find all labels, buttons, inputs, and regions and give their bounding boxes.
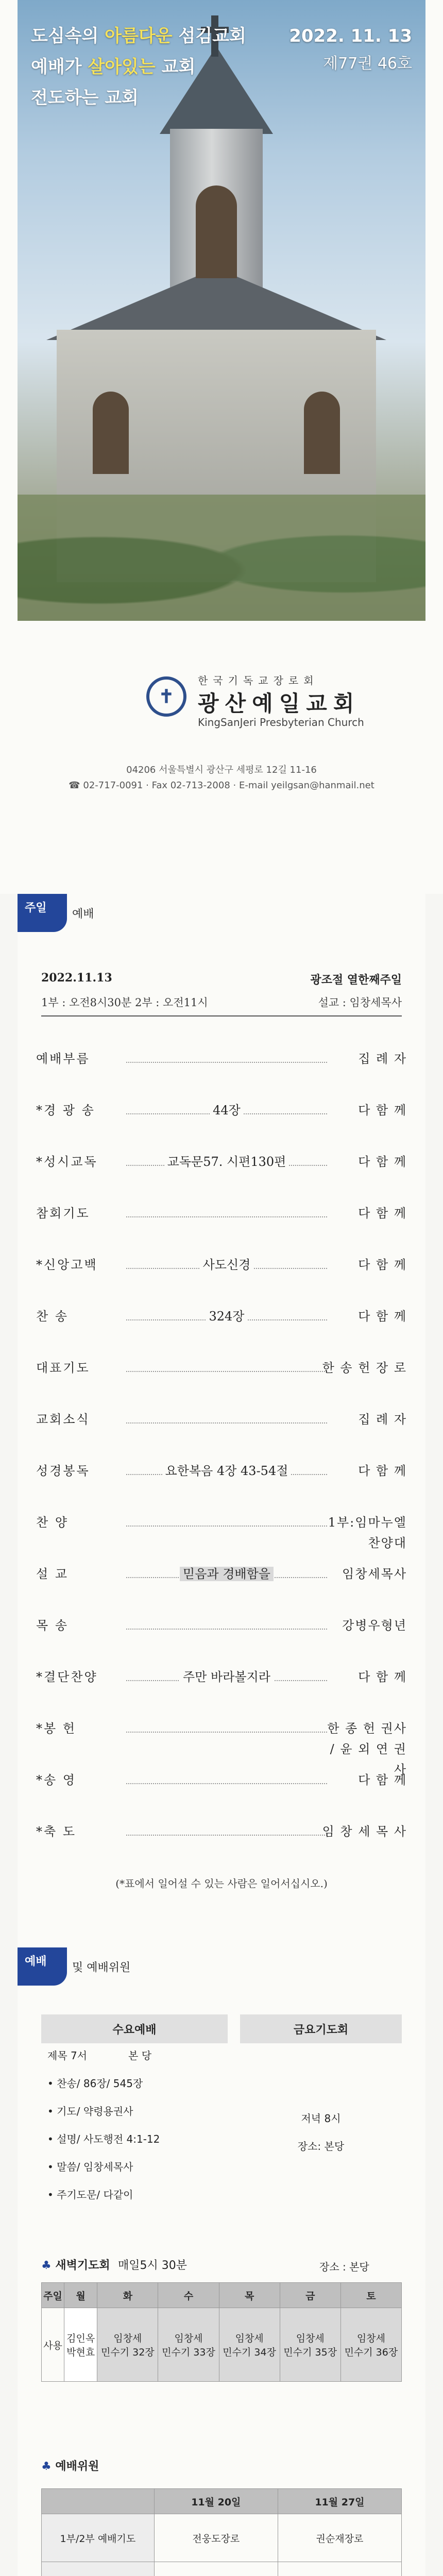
wed-title: 수요예배 — [41, 2014, 228, 2043]
team-member: 권순재장로 — [278, 2514, 401, 2562]
order-item-line — [126, 1770, 327, 1784]
order-item-name: *축 도 — [36, 1824, 76, 1839]
order-item-name: *송 영 — [36, 1773, 76, 1787]
order-item — [36, 1770, 407, 1790]
fri-row: 저녁 8시 — [301, 2112, 341, 2125]
fri-title: 금요기도회 — [240, 2014, 402, 2043]
fri-row: 장소: 본당 — [297, 2140, 345, 2153]
dawn-day: 목 — [219, 2283, 280, 2308]
order-item-name: *결단찬양 — [36, 1670, 98, 1684]
dawn-cell — [280, 2308, 340, 2382]
wed-row — [47, 2075, 222, 2103]
standing-note: (*표에서 일어설 수 있는 사람은 일어서십시오.) — [115, 1877, 328, 1890]
service-subheader — [41, 994, 402, 1010]
wed-row-label: • 설명/ 사도행전 4:1-12 — [47, 2133, 160, 2145]
schedule-section — [0, 1947, 443, 2576]
issue-info — [289, 26, 412, 73]
dawn-leader: 임창세 — [296, 2333, 325, 2344]
order-item-leader: 1부:임마누엘찬양대 — [328, 1515, 407, 1550]
wed-row — [47, 2187, 222, 2214]
dawn-day: 수 — [158, 2283, 219, 2308]
service-preacher: 설교 : 임창세목사 — [318, 996, 402, 1009]
section-title: 및 예배위원 — [72, 1961, 131, 1974]
order-item-line — [126, 1615, 327, 1630]
order-item-name: *경 광 송 — [36, 1103, 95, 1117]
team-header-cell — [42, 2489, 155, 2514]
order-item-line — [126, 1667, 327, 1684]
dawn-text: 민수기 34장 — [223, 2347, 276, 2358]
team-header-cell: 11월 27일 — [278, 2489, 401, 2514]
denomination: 한국기독교장로회 — [198, 674, 319, 687]
section-title: 예배 — [72, 908, 94, 921]
tower-window — [196, 185, 237, 278]
dawn-day: 금 — [280, 2283, 340, 2308]
order-item — [36, 1255, 407, 1275]
team-header-row — [42, 2489, 402, 2514]
weekday-services-table — [41, 2014, 402, 2218]
section-tab — [18, 894, 67, 932]
dawn-text: 민수기 33장 — [162, 2347, 215, 2358]
worship-order-section — [0, 894, 443, 1947]
order-item-detail: 믿음과 경배함을 — [180, 1567, 274, 1581]
order-item — [36, 1461, 407, 1481]
dawn-leader: 임창세 — [113, 2333, 142, 2344]
fri-details — [240, 2043, 402, 2218]
dawn-title-text: 새벽기도회 — [55, 2259, 110, 2272]
team-row — [42, 2514, 402, 2562]
order-item-detail: 44장 — [210, 1103, 244, 1117]
order-item-name: 찬 송 — [36, 1309, 69, 1324]
order-item-line — [126, 1821, 327, 1836]
dawn-cell — [158, 2308, 219, 2382]
team-member: 전웅도장로 — [154, 2514, 278, 2562]
dawn-title: ♣ 새벽기도회 매일5시 30분 — [41, 2259, 187, 2272]
team-header-cell: 11월 20일 — [154, 2489, 278, 2514]
order-item-name: *성시교독 — [36, 1155, 98, 1169]
dawn-text: 박현효 — [66, 2347, 95, 2358]
wed-row-label: 제목 7서 — [47, 2049, 88, 2062]
dawn-day: 화 — [97, 2283, 158, 2308]
dawn-header-row — [42, 2283, 402, 2308]
team-title: ♣ 예배위원 — [41, 2460, 99, 2473]
contact-line: ☎ 02-717-0091 · Fax 02-713-2008 · E-mail yeilgsan@hanmail.net — [69, 780, 374, 791]
wed-row-label: • 기도/ 약령용권사 — [47, 2105, 133, 2117]
order-item-line — [126, 1306, 327, 1324]
dawn-leader: 임창세 — [356, 2333, 385, 2344]
team-row — [42, 2562, 402, 2576]
wed-details — [41, 2043, 228, 2218]
dawn-time: 매일5시 30분 — [118, 2259, 187, 2272]
dawn-leader: 김인옥 — [66, 2333, 95, 2344]
order-item-line — [126, 1100, 327, 1117]
tab-label: 예배 — [25, 1955, 47, 1968]
dawn-cell — [340, 2308, 401, 2382]
order-item — [36, 1512, 407, 1550]
order-item-name: 설 교 — [36, 1567, 69, 1581]
order-item-leader: 다 함 께 — [358, 1670, 407, 1684]
order-item-name: *봉 헌 — [36, 1721, 76, 1736]
order-item-detail: 324장 — [206, 1309, 248, 1324]
order-item — [36, 1564, 407, 1584]
order-item-detail: 교독문57. 시편130편 — [164, 1155, 289, 1169]
church-name: 광산예일교회 — [198, 691, 361, 716]
team-member — [154, 2562, 278, 2576]
wed-row — [47, 2159, 222, 2187]
divider — [41, 1015, 402, 1016]
order-item-line — [126, 1255, 327, 1272]
nave-window — [93, 392, 129, 474]
dawn-text: 민수기 36장 — [344, 2347, 398, 2358]
cover — [0, 0, 443, 894]
dawn-leader: 임창세 — [174, 2333, 203, 2344]
order-item-leader: 강병우형년 — [342, 1618, 407, 1633]
team-role: 1부/2부 예배기도 — [42, 2514, 155, 2562]
order-item-name: 교회소식 — [36, 1412, 90, 1427]
motto-highlight: 아름다운 — [105, 26, 173, 46]
order-item-name: 찬 양 — [36, 1515, 69, 1530]
order-item-leader: 임창세목사 — [342, 1567, 407, 1581]
order-item-line — [126, 1461, 327, 1478]
order-item-line — [126, 1718, 327, 1733]
dawn-text: 민수기 35장 — [283, 2347, 337, 2358]
order-item — [36, 1409, 407, 1430]
dawn-day: 월 — [64, 2283, 97, 2308]
motto-line: 예배가 살아있는 교회 — [31, 57, 196, 77]
order-item — [36, 1718, 407, 1777]
order-item-line — [126, 1512, 327, 1527]
nave-window — [304, 392, 340, 474]
wed-row — [47, 2047, 222, 2075]
dawn-cell — [64, 2308, 97, 2382]
order-item — [36, 1667, 407, 1687]
order-item-detail: 요한복음 4장 43-54절 — [162, 1464, 292, 1478]
church-motto — [31, 21, 246, 113]
trees — [18, 495, 425, 621]
wed-row-label: • 말씀/ 임창세목사 — [47, 2161, 133, 2173]
address-line: 04206 서울특별시 광산구 세평로 12길 11-16 — [126, 765, 317, 775]
order-item — [36, 1203, 407, 1224]
dawn-leader: 임창세 — [235, 2333, 264, 2344]
order-item-leader: 집 례 자 — [358, 1412, 407, 1427]
order-item — [36, 1306, 407, 1327]
worship-team-table — [41, 2488, 402, 2576]
order-item — [36, 1615, 407, 1636]
motto-line: 전도하는 교회 — [31, 88, 139, 108]
order-item-line — [126, 1564, 327, 1581]
order-item — [36, 1358, 407, 1378]
issue-number: 제77권 46호 — [323, 55, 412, 73]
dawn-text: 민수기 32장 — [101, 2347, 155, 2358]
dawn-cell — [219, 2308, 280, 2382]
wed-row-label: • 주기도문/ 다같이 — [47, 2189, 133, 2201]
order-item-name: 예배부름 — [36, 1052, 90, 1066]
team-role — [42, 2562, 155, 2576]
order-item-name: 참회기도 — [36, 1206, 90, 1221]
tab-label: 주일 — [25, 902, 47, 914]
church-roof — [46, 268, 386, 340]
dawn-place: 장소 : 본당 — [319, 2261, 369, 2273]
order-item-detail: 주만 바라볼지라 — [180, 1670, 274, 1684]
order-item — [36, 1100, 407, 1121]
order-item-leader: 한 종 헌 권사 / 윤 외 연 권사 — [327, 1721, 407, 1777]
motto-highlight: 살아있는 — [88, 57, 156, 77]
order-item — [36, 1048, 407, 1069]
dawn-row-label: 사용 — [42, 2308, 64, 2382]
service-times: 1부 : 오전8시30분 2부 : 오전11시 — [41, 996, 208, 1009]
motto-line: 도심속의 아름다운 섬김교회 — [31, 26, 246, 46]
dawn-cell — [97, 2308, 158, 2382]
wed-row — [47, 2103, 222, 2131]
dawn-schedule-table — [41, 2282, 402, 2382]
order-item-line — [126, 1048, 327, 1063]
order-item-leader: 다 함 께 — [358, 1773, 407, 1787]
section-tab — [18, 1947, 67, 1986]
order-item-detail: 사도신경 — [200, 1258, 254, 1272]
order-item-leader: 다 함 께 — [358, 1155, 407, 1169]
order-item-line — [126, 1409, 327, 1423]
church-english-name: KingSanJeri Presbyterian Church — [198, 716, 364, 728]
team-member — [278, 2562, 401, 2576]
team-title-text: 예배위원 — [55, 2460, 99, 2473]
order-item-leader: 다 함 께 — [358, 1464, 407, 1478]
service-date: 2022.11.13 — [41, 971, 112, 985]
order-item-leader: 다 함 께 — [358, 1103, 407, 1117]
order-item — [36, 1151, 407, 1172]
order-item-line — [126, 1203, 327, 1217]
order-item-line — [126, 1151, 327, 1169]
order-item — [36, 1821, 407, 1842]
wed-row-label: • 찬송/ 86장/ 545장 — [47, 2077, 143, 2090]
dawn-day: 토 — [340, 2283, 401, 2308]
church-logo-icon: ✝ — [146, 676, 186, 717]
dawn-day: 주일 — [42, 2283, 64, 2308]
order-item-leader: 다 함 께 — [358, 1309, 407, 1324]
service-header — [41, 971, 402, 987]
service-name: 광조절 열한째주일 — [310, 973, 402, 987]
church-address — [18, 762, 425, 793]
issue-date: 2022. 11. 13 — [289, 26, 412, 46]
order-item-leader: 한 송 헌 장 로 — [322, 1361, 407, 1375]
order-item-leader: 다 함 께 — [358, 1206, 407, 1221]
order-item-name: *신앙고백 — [36, 1258, 98, 1272]
wed-row-value: 본 당 — [128, 2049, 152, 2062]
order-item-line — [126, 1358, 327, 1372]
order-item-name: 대표기도 — [36, 1361, 90, 1375]
order-item-leader: 집 례 자 — [358, 1052, 407, 1066]
order-item-name: 성경봉독 — [36, 1464, 90, 1478]
order-item-leader: 다 함 께 — [358, 1258, 407, 1272]
wed-row — [47, 2131, 222, 2159]
order-item-leader: 임 창 세 목 사 — [322, 1824, 407, 1839]
order-item-name: 목 송 — [36, 1618, 69, 1633]
brand-block — [18, 621, 425, 817]
